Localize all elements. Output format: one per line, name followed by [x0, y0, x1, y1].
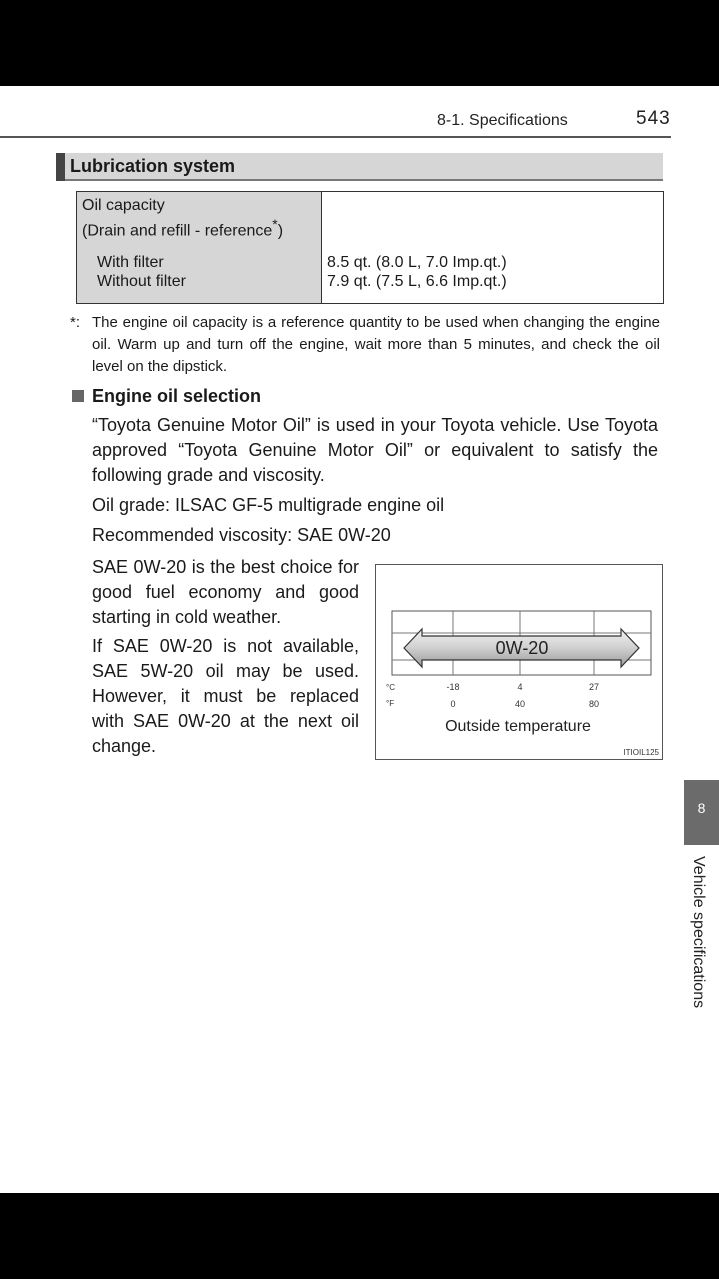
oil-capacity-label-cell — [77, 192, 322, 304]
subsection-heading — [72, 386, 261, 407]
alternative-paragraph: If SAE 0W-20 is not available, SAE 5W-20 oil may be used. However, it must be replaced with SAE 0W-20 at the next oil change. — [92, 636, 359, 756]
fahrenheit-unit: °F — [386, 699, 395, 708]
without-filter-value: 7.9 qt. (7.5 L, 6.6 Imp.qt.) — [327, 273, 507, 290]
section-title: Lubrication system — [70, 156, 236, 176]
section-title-accent — [56, 153, 65, 181]
fahrenheit-tick-label: 0 — [450, 699, 456, 709]
viscosity-text: Recommended viscosity: SAE 0W-20 — [92, 525, 391, 545]
chapter-tab-label: Vehicle specifications — [690, 856, 707, 1009]
intro-paragraph: “Toyota Genuine Motor Oil” is used in your Toyota vehicle. Use Toyota approved “Toyota Genuine Motor Oil” or equivalent to satisfy the following grade and viscosity. — [92, 415, 658, 485]
without-filter-label: Without filter — [97, 273, 186, 290]
chart-caption: Outside temperature — [445, 718, 591, 735]
subsection-title: Engine oil selection — [92, 386, 262, 406]
oil-capacity-value-cell — [322, 192, 664, 304]
chapter-tab[interactable]: 8 — [684, 780, 719, 845]
grade-label: 0W-20 — [495, 638, 549, 658]
oil-capacity-label: Oil capacity — [82, 197, 165, 214]
best-choice-paragraph: SAE 0W-20 is the best choice for good fuel economy and good starting in cold weather. — [92, 557, 359, 627]
footnote-text: The engine oil capacity is a reference quantity to be used when changing the engine oil. Warm up and turn off the engine, wait more than 5 minutes, and check the oil level on the dipstick. — [92, 314, 660, 375]
figure-id: ITIOIL125 — [623, 748, 659, 757]
square-bullet-icon — [72, 390, 84, 402]
fahrenheit-tick-label: 80 — [588, 699, 600, 709]
viscosity-chart — [375, 564, 663, 760]
section-title-bar — [56, 153, 663, 181]
manual-page — [0, 86, 719, 1193]
fahrenheit-tick-label: 40 — [514, 699, 526, 709]
header-section-title: 8-1. Specifications — [437, 112, 568, 129]
viscosity-chart-graphic — [376, 565, 664, 761]
oil-capacity-table — [76, 191, 664, 304]
header-rule — [0, 136, 671, 138]
celsius-unit: °C — [386, 683, 395, 692]
celsius-tick-label: 27 — [588, 682, 600, 692]
reference-star: * — [272, 216, 278, 232]
celsius-tick-label: -18 — [446, 682, 460, 692]
footnote-marker: *: — [70, 314, 81, 331]
oil-capacity-sublabel: (Drain and refill - reference*) — [82, 216, 284, 240]
with-filter-value: 8.5 qt. (8.0 L, 7.0 Imp.qt.) — [327, 254, 507, 271]
with-filter-label: With filter — [97, 254, 164, 271]
page-number: 543 — [636, 108, 671, 129]
celsius-tick-label: 4 — [517, 682, 523, 692]
footnote — [70, 312, 660, 378]
oil-grade-text: Oil grade: ILSAC GF-5 multigrade engine oil — [92, 495, 445, 515]
